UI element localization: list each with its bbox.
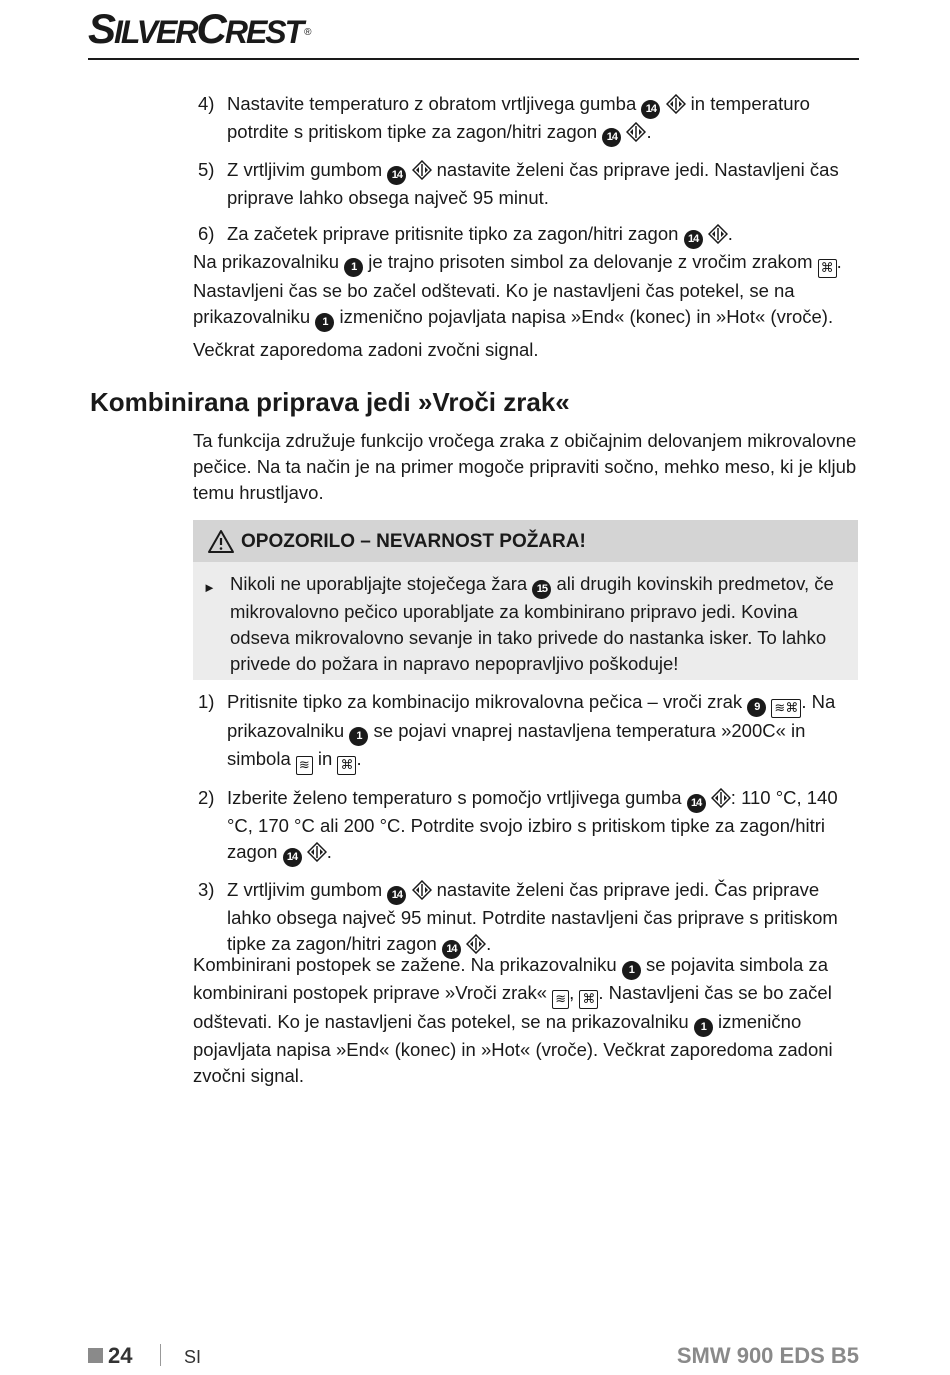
ref-number-badge: 14 <box>687 794 706 813</box>
rotary-knob-icon <box>412 160 432 180</box>
ref-number-badge: 1 <box>315 313 334 332</box>
ref-number-badge: 14 <box>283 848 302 867</box>
bullet-arrow-icon: ► <box>203 580 216 595</box>
microwave-symbol-icon: ≋ <box>296 756 313 775</box>
combi-microwave-hot-air-icon: ≋⌘ <box>771 699 801 718</box>
page-footer <box>88 1340 859 1370</box>
warning-title: OPOZORILO – NEVARNOST POŽARA! <box>241 531 586 552</box>
language-code: SI <box>184 1347 202 1367</box>
steps-list-combi <box>198 689 858 969</box>
intro-paragraph: Ta funkcija združuje funkcijo vročega zraka z običajnim delovanjem mikrovalovne pečice. Na ta način je na primer mogoče pripraviti sočno, mehko meso, ki je kljub temu hrustljavo. <box>193 430 857 503</box>
fan-symbol-icon: ⌘ <box>818 259 837 278</box>
footer-square-icon <box>88 1348 103 1363</box>
list-item: 2) Izberite želeno temperaturo s pomočjo vrtljivega gumba 14 : 110 °C, 140 °C, 170 °C ali 200 °C. Potrdite svojo izbiro s pritiskom tipke za zagon/hitri zagon 14 . <box>198 785 858 867</box>
rotary-knob-icon <box>626 122 646 142</box>
rotary-knob-icon <box>466 934 486 954</box>
rotary-knob-icon <box>307 842 327 862</box>
fan-symbol-icon: ⌘ <box>579 990 598 1009</box>
rotary-knob-icon <box>708 224 728 244</box>
microwave-symbol-icon: ≋ <box>552 990 569 1009</box>
warning-header <box>193 520 858 562</box>
list-item: 6) Za začetek priprave pritisnite tipko za zagon/hitri zagon 14 . <box>198 221 858 249</box>
list-item: 5) Z vrtljivim gumbom 14 nastavite želeni čas priprave jedi. Nastavljeni čas priprave lahko obsega največ 95 minut. <box>198 159 839 208</box>
signal-paragraph: Večkrat zaporedoma zadoni zvočni signal. <box>193 339 539 360</box>
list-item: 1) Pritisnite tipko za kombinacijo mikrovalovna pečica – vroči zrak 9 ≋⌘ . Na prikazovalniku 1 se pojavi vnaprej nastavljena temperatura »200C« in simbola ≋ in ⌘ . <box>198 689 858 775</box>
rotary-knob-icon <box>666 94 686 114</box>
rotary-knob-icon <box>711 788 731 808</box>
warning-text: Nikoli ne uporabljajte stoječega žara 15 ali drugih kovinskih predmetov, če mikrovalovno pečico uporabljate za kombinirano pripravo jedi. Kovina odseva mikrovalovno sevanje in tako privede do nastanka isker. To lahko privede do požara in napravo nepopravljivo poškoduje! <box>230 573 834 674</box>
silvercrest-logo: SILVERCREST ® <box>88 5 312 52</box>
warning-triangle-icon <box>207 529 235 555</box>
header-divider <box>88 58 859 60</box>
ref-number-badge: 9 <box>747 698 766 717</box>
section-heading: Kombinirana priprava jedi »Vroči zrak« <box>90 387 570 417</box>
ref-number-badge: 14 <box>387 166 406 185</box>
footer-divider <box>160 1344 161 1366</box>
model-number: SMW 900 EDS B5 <box>676 1343 859 1368</box>
ref-number-badge: 14 <box>602 128 621 147</box>
combi-display-paragraph: Kombinirani postopek se zažene. Na prikazovalniku 1 se pojavita simbola za kombinirani postopek priprave »Vroči zrak« ≋ , ⌘ . Nastavljeni čas se bo začel odštevati. Ko je nastavljeni čas potekel, se na prikazovalniku 1 izmenično pojavljata napisa »End« (konec) in »Hot« (vroče). Večkrat zaporedoma zadoni zvočni signal. <box>193 954 833 1086</box>
ref-number-badge: 14 <box>684 230 703 249</box>
page-number: 24 <box>108 1343 133 1368</box>
rotary-knob-icon <box>412 880 432 900</box>
ref-number-badge: 15 <box>532 580 551 599</box>
list-item: 3) Z vrtljivim gumbom 14 nastavite želeni čas priprave jedi. Čas priprave lahko obsega največ 95 minut. Potrdite nastavljeni čas priprave s pritiskom tipke za zagon/hitri zagon 14 . <box>198 877 858 959</box>
ref-number-badge: 1 <box>694 1018 713 1037</box>
list-item: 4) Nastavite temperaturo z obratom vrtljivega gumba 14 in temperaturo potrdite s pritiskom tipke za zagon/hitri zagon 14 . <box>198 91 858 147</box>
hot-air-display-paragraph: Na prikazovalniku 1 je trajno prisoten simbol za delovanje z vročim zrakom ⌘ . Nastavljeni čas se bo začel odštevati. Ko je nastavljeni čas potekel, se na prikazovalniku 1 izmenično pojavljata napisa »End« (konec) in »Hot« (vroče). <box>193 249 858 332</box>
ref-number-badge: 1 <box>349 727 368 746</box>
ref-number-badge: 1 <box>622 961 641 980</box>
fan-symbol-icon: ⌘ <box>337 756 356 775</box>
steps-list-hot-air <box>198 91 858 259</box>
ref-number-badge: 14 <box>641 100 660 119</box>
ref-number-badge: 14 <box>442 940 461 959</box>
warning-box <box>193 520 858 680</box>
ref-number-badge: 1 <box>344 258 363 277</box>
ref-number-badge: 14 <box>387 886 406 905</box>
page-header <box>88 4 859 60</box>
